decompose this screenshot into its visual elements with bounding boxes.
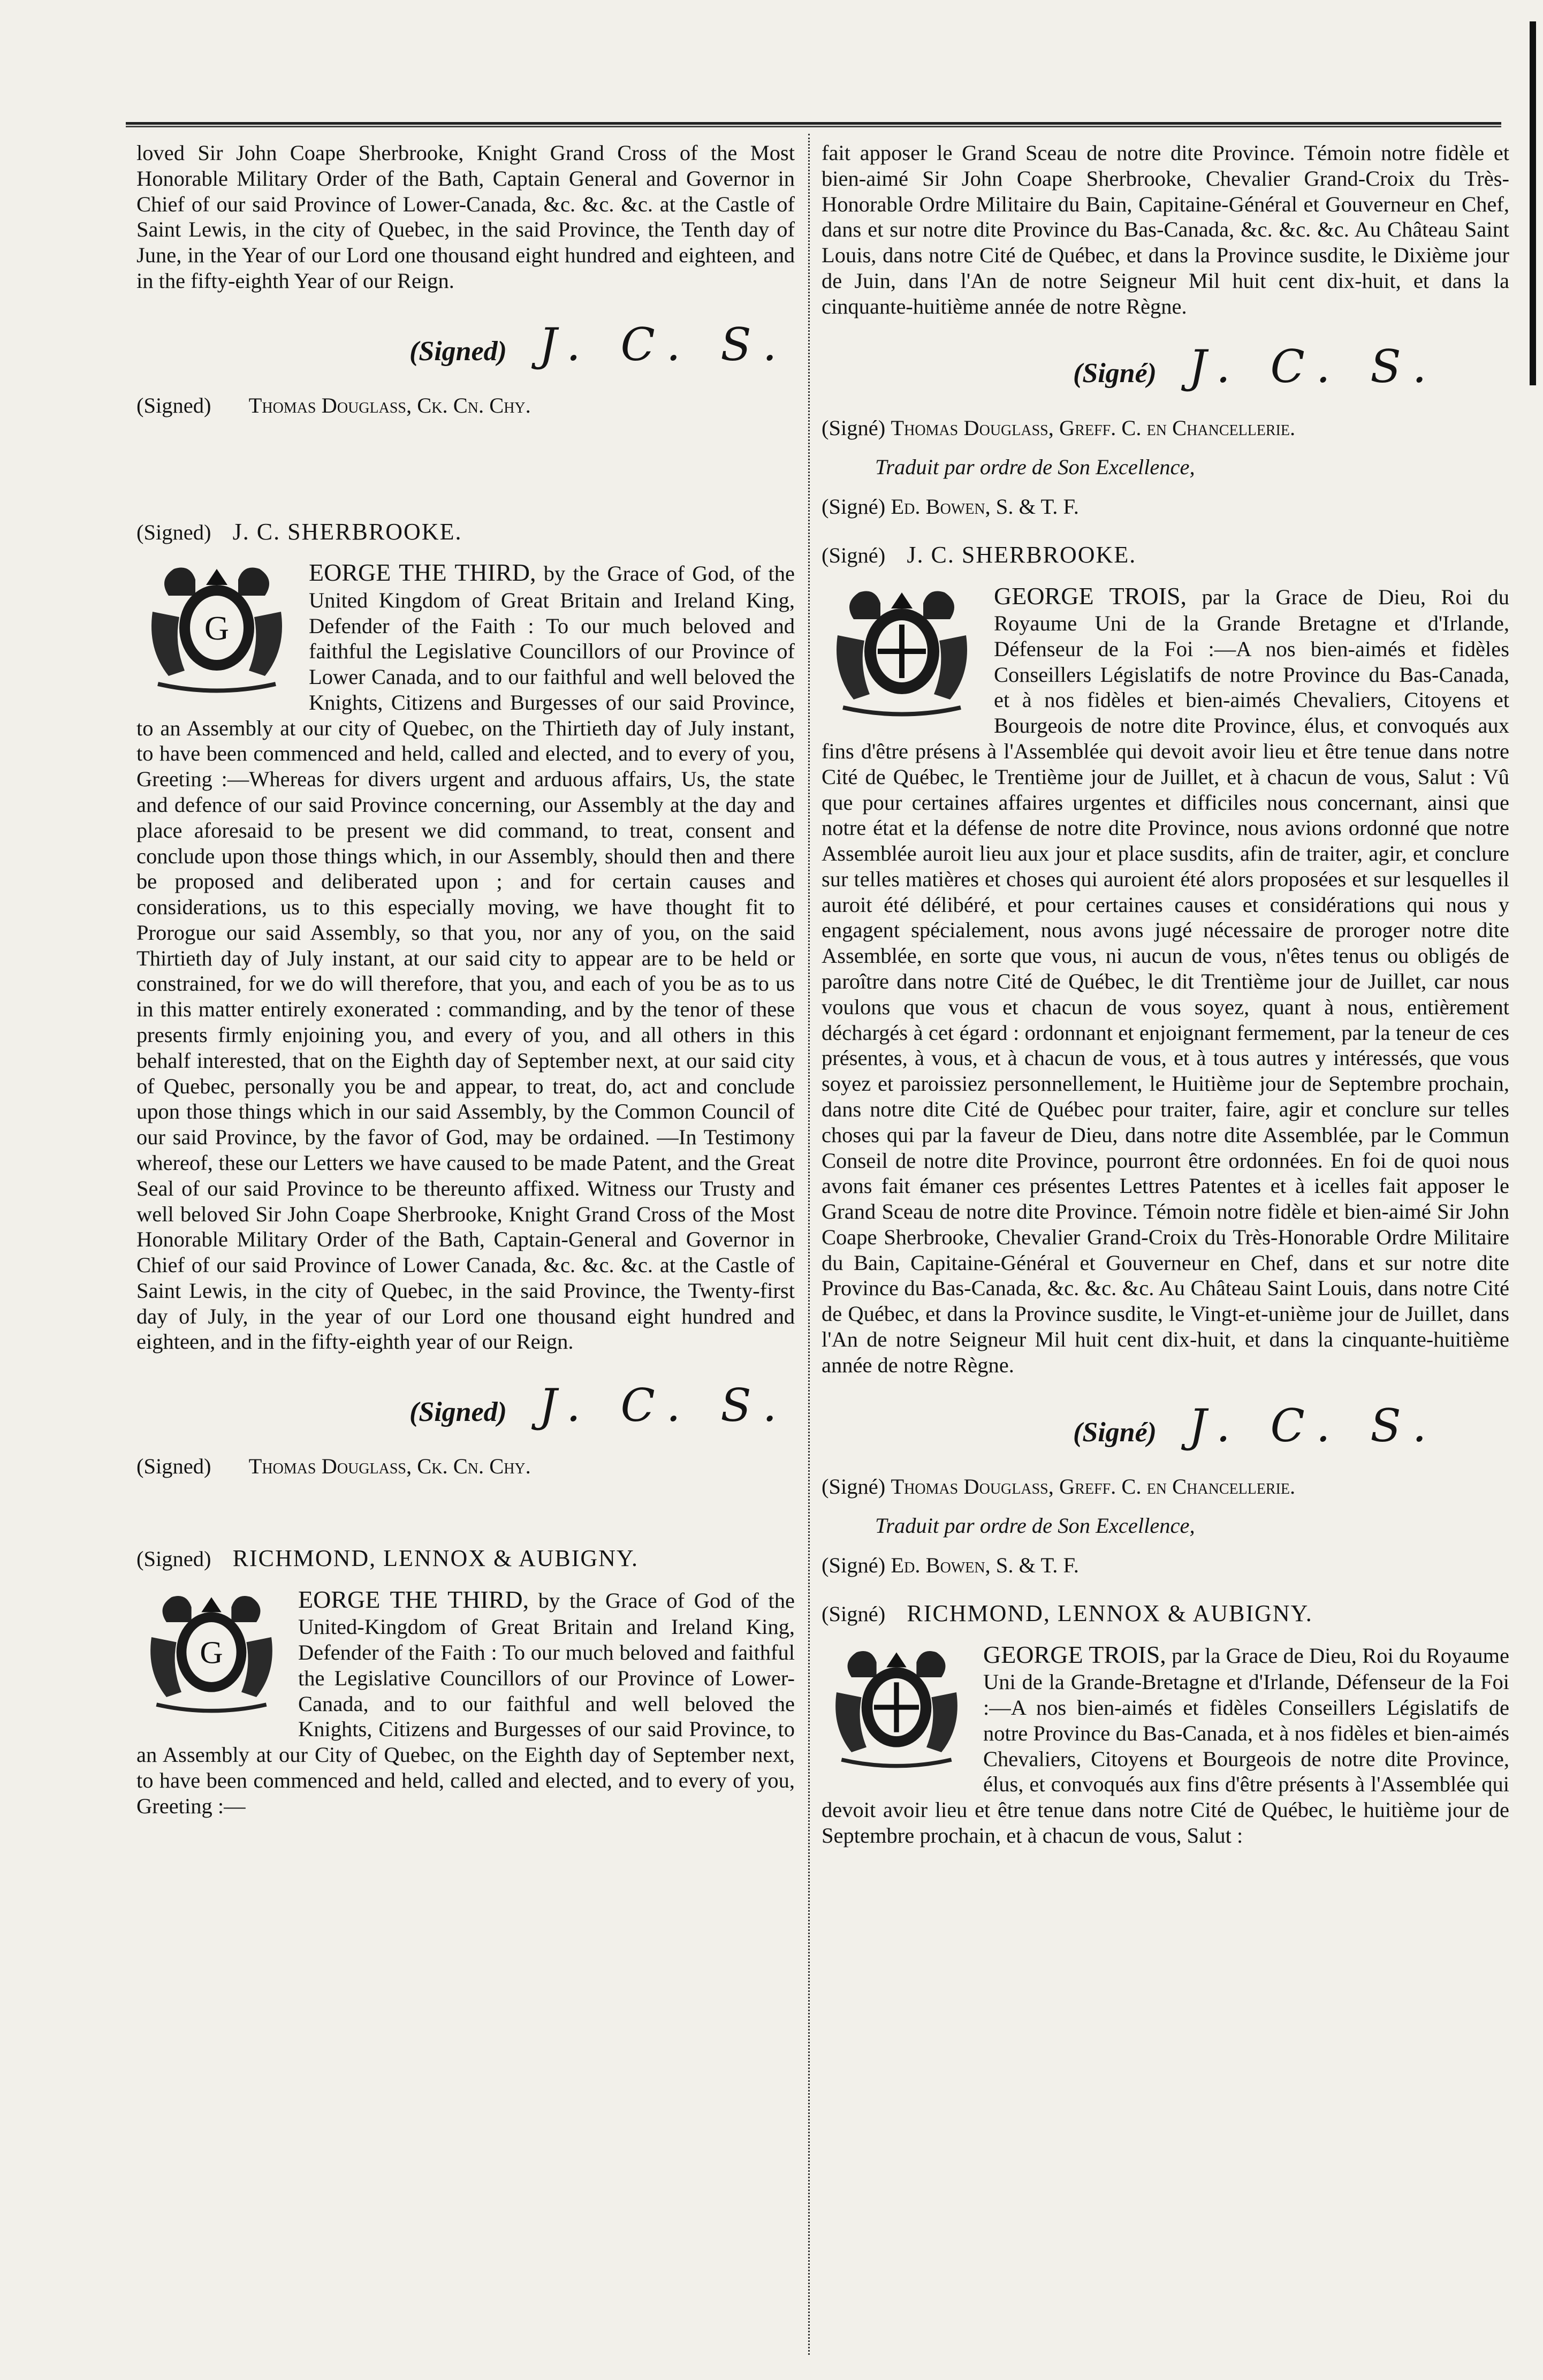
- proclamation-lead: GEORGE TROIS,: [983, 1640, 1166, 1668]
- signed-prefix: (Signé): [822, 1474, 886, 1499]
- signed-label: (Signed): [409, 336, 507, 367]
- french-clerk-signature-1: [822, 415, 1509, 441]
- french-translator-signature-1: [822, 494, 1509, 520]
- french-translator-signature-2: [822, 1553, 1509, 1578]
- page-edge-mark: [1530, 21, 1536, 385]
- french-proclamation-1: [822, 582, 1509, 1378]
- signed-prefix: (Signed): [136, 1547, 211, 1571]
- royal-crest-icon: [822, 582, 982, 721]
- signed-prefix: (Signed): [136, 393, 211, 417]
- initials-signature: J. C. S.: [1189, 1399, 1440, 1452]
- french-column: [822, 140, 1509, 1849]
- signed-prefix: (Signé): [822, 415, 886, 440]
- proclamation-lead: EORGE THE THIRD,: [298, 1585, 529, 1613]
- translation-note: Traduit par ordre de Son Excellence,: [875, 455, 1195, 480]
- svg-text:G: G: [204, 609, 230, 648]
- french-continued-text: fait apposer le Grand Sceau de notre dite Province. Témoin notre fidèle et bien-aimé Sir John Coape Sherbrooke, Chevalier Grand-Croix du Très-Honorable Ordre Militaire du Bain, Capitaine-Général et Gouverneur en Chef, dans et sur notre dite Province du Bas-Canada, &c. &c. &c. Au Château Saint Louis, dans notre Cité de Québec, et dans la Province susdite, le Dixième jour de Juin, dans l'An de notre Seigneur Mil huit cent dix-huit, et dans la cinquante-huitième année de notre Règne.: [822, 141, 1509, 318]
- translator-name: Ed. Bowen, S. & T. F.: [891, 1553, 1079, 1578]
- clerk-name: Thomas Douglass, Ck. Cn. Chy.: [248, 1454, 531, 1479]
- english-signature-1: [136, 318, 795, 371]
- royal-crest-icon: [136, 558, 297, 697]
- signed-label: (Signé): [1073, 358, 1157, 389]
- administrator-name: RICHMOND, LENNOX & AUBIGNY.: [907, 1600, 1313, 1626]
- signed-prefix: (Signed): [136, 1454, 211, 1479]
- governor-name: J. C. SHERBROOKE.: [232, 518, 462, 545]
- french-governor-signature: [822, 541, 1509, 569]
- signed-label: (Signed): [409, 1397, 507, 1428]
- initials-signature: J. C. S.: [539, 1379, 790, 1432]
- english-clerk-signature-2: [136, 1454, 795, 1479]
- proclamation-lead: GEORGE TROIS,: [994, 582, 1187, 610]
- signed-prefix: (Signé): [822, 543, 886, 567]
- proclamation-text: by the Grace of God, of the United Kingdom of Great Britain and Ireland King, Defender of the Faith : To our much beloved and faithful the Legislative Councillors of our Province of Lower Canada, and to our faithful and well beloved the Knights, Citizens and Burgesses of our said Province, to an Assembly at our city of Quebec, on the Thirtieth day of July instant, to have been commenced and held, called and elected, and to every of you, Greeting :—Whereas for divers urgent and arduous affairs, Us, the state and defence of our said Province concerning, our Assembly at the day and place aforesaid to be present we did command, to treat, consent and conclude upon those things which, in our Assembly, should then and there be proposed and deliberated upon ; and for certain causes and considerations, us to this especially moving, we have thought fit to Prorogue our said Assembly, so that you, nor any of you, on the said Thirtieth day of July instant, at our said city to appear are to be held or constrained, for we do will therefore, that you, and each of you be as to us in this matter entirely exonerated : commanding, and by the tenor of these presents firmly enjoining you, and every of you, and all others in this behalf interested, that on the Eighth day of September next, at our said city of Quebec, personally you be and appear, to treat, do, act and conclude upon those things which in our said Assembly, by the Common Council of our said Province, by the favor of God, may be ordained. —In Testimony whereof, these our Letters we have caused to be made Patent, and the Great Seal of our said Province to be thereunto affixed. Witness our Trusty and well beloved Sir John Coape Sherbrooke, Knight Grand Cross of the Most Honorable Military Order of the Bath, Captain-General and Governor in Chief of our said Province of Lower Canada, &c. &c. &c. at the Castle of Saint Lewis, in the city of Quebec, in the said Province, the Twenty-first day of July, in the year of our Lord one thousand eight hundred and eighteen, and in the fifty-eighth year of our Reign.: [136, 561, 795, 1354]
- initials-signature: J. C. S.: [1189, 340, 1440, 393]
- top-rule: [126, 122, 1501, 127]
- english-signature-2: [136, 1379, 795, 1432]
- english-clerk-signature-1: [136, 393, 795, 419]
- french-signature-1: [822, 340, 1509, 393]
- translation-note-2: Traduit par ordre de Son Excellence,: [875, 1514, 1195, 1538]
- administrator-name: RICHMOND, LENNOX & AUBIGNY.: [232, 1545, 639, 1572]
- signed-prefix: (Signé): [822, 495, 886, 519]
- signed-prefix: (Signé): [822, 1601, 886, 1626]
- french-administrator-signature: [822, 1600, 1509, 1628]
- proclamation-text: by the Grace of God of the United-Kingdom of Great Britain and Ireland King, Defender of the Faith : To our much beloved and faithful the Legislative Councillors of our Province of Lower-Canada, and to our faithful and well beloved the Knights, Citizens and Burgesses of our said Province, to an Assembly at our City of Quebec, on the Eighth day of September next, to have been commenced and held, called and elected, and to every of you, Greeting :—: [136, 1588, 795, 1818]
- clerk-name: Thomas Douglass, Greff. C. en Chancellerie.: [891, 1474, 1296, 1499]
- english-proclamation-2: [136, 1585, 795, 1819]
- translator-name: Ed. Bowen, S. & T. F.: [891, 495, 1079, 519]
- signed-prefix: (Signed): [136, 520, 211, 544]
- english-administrator-signature: [136, 1545, 795, 1572]
- proclamation-text: par la Grace de Dieu, Roi du Royaume Uni de la Grande-Bretagne et d'Irlande, Défenseur de la Foi :—A nos bien-aimés et fidèles Conseillers Législatifs de notre Province du Bas-Canada, et à nos fidèles et bien-aimés Chevaliers, Citoyens et Bourgeois de notre dite Province, élus, et convoqués aux fins d'être présents à l'Assemblée qui devoit avoir lieu et être tenue dans notre Cité de Québec, le huitième jour de Septembre prochain, et à chacun de vous, Salut :: [822, 1643, 1509, 1847]
- french-proclamation-2: [822, 1640, 1509, 1849]
- french-signature-2: [822, 1400, 1509, 1453]
- english-column: [136, 140, 795, 1819]
- clerk-name: Thomas Douglass, Greff. C. en Chancellerie.: [891, 415, 1296, 440]
- proclamation-text: par la Grace de Dieu, Roi du Royaume Uni de la Grande Bretagne et d'Irlande, Défenseur de la Foi :—A nos bien-aimés et fidèles Conseillers Législatifs de notre Province du Bas-Canada, et à nos fidèles et bien-aimés Chevaliers, Citoyens et Bourgeois de notre dite Province, élus, et convoqués aux fins d'être présens à l'Assemblée qui devoit avoir lieu et être tenue dans notre Cité de Québec, le Trentième jour de Juillet, et à chacun de vous, Salut : Vû que pour certaines affaires urgentes et difficiles nous concernant, ainsi que notre état et la défense de notre dite Province, nous avions ordonné que notre Assemblée auroit lieu aux jour et place susdits, afin de traiter, agir, et conclure sur telles matières et choses qui auroient été alors proposées et sur lesquelles il auroit été délibéré, et pour certaines causes et considérations qui nous y engagent spécialement, nous avons jugé nécessaire de proroger notre dite Assemblée, en sorte que vous, ni aucun de vous, n'êtes tenus ou obligés de paroître dans notre Cité de Québec, le dit Trentième jour de Juillet, car nous voulons que vous et chacun de vous soyez, quant à nous, entièrement déchargés à cet égard : ordonnant et enjoignant fermement, par la teneur de ces présentes, à vous, et à chacun de vous, et à tous autres y intéressés, que vous soyez et paroissiez personnellement, le Huitième jour de Septembre prochain, dans notre dite Cité de Québec pour traiter, faire, agir et conclure sur telles choses qui par la faveur de Dieu, dans notre dite Assemblée, par le Commun Conseil de notre dite Province, pourront être ordonnées. En foi de quoi nous avons fait émaner ces présentes Lettres Patentes et à icelles fait apposer le Grand Sceau de notre dite Province. Témoin notre fidèle et bien-aimé Sir John Coape Sherbrooke, Chevalier Grand-Croix du Très-Honorable Ordre Militaire du Bain, Capitaine-Général et Gouverneur en Chef, dans et sur notre dite Province du Bas-Canada, &c. &c. &c. Au Château Saint Louis, dans notre Cité de Québec, et dans la Province susdite, le Vingt-et-unième jour de Juillet, dans l'An de notre Seigneur Mil huit cent dix-huit, et dans la cinquante-huitième année de notre Règne.: [822, 584, 1509, 1377]
- royal-crest-icon: [136, 1585, 286, 1719]
- royal-crest-icon: [822, 1640, 971, 1774]
- english-proclamation-1: [136, 558, 795, 1355]
- proclamation-lead: EORGE THE THIRD,: [309, 559, 536, 587]
- english-governor-signature: [136, 518, 795, 546]
- svg-text:G: G: [200, 1634, 223, 1670]
- initials-signature: J. C. S.: [539, 318, 790, 371]
- signed-label: (Signé): [1073, 1417, 1157, 1448]
- signed-prefix: (Signé): [822, 1553, 886, 1578]
- clerk-name: Thomas Douglass, Ck. Cn. Chy.: [248, 393, 531, 417]
- column-divider: [808, 134, 810, 2355]
- governor-name: J. C. SHERBROOKE.: [907, 541, 1137, 568]
- french-clerk-signature-2: [822, 1474, 1509, 1500]
- english-continued-text: loved Sir John Coape Sherbrooke, Knight Grand Cross of the Most Honorable Military Order of the Bath, Captain General and Governor in Chief of our said Province of Lower-Canada, &c. &c. &c. at the Castle of Saint Lewis, in the city of Quebec, in the said Province, the Tenth day of June, in the Year of our Lord one thousand eight hundred and eighteen, and in the fifty-eighth Year of our Reign.: [136, 141, 795, 293]
